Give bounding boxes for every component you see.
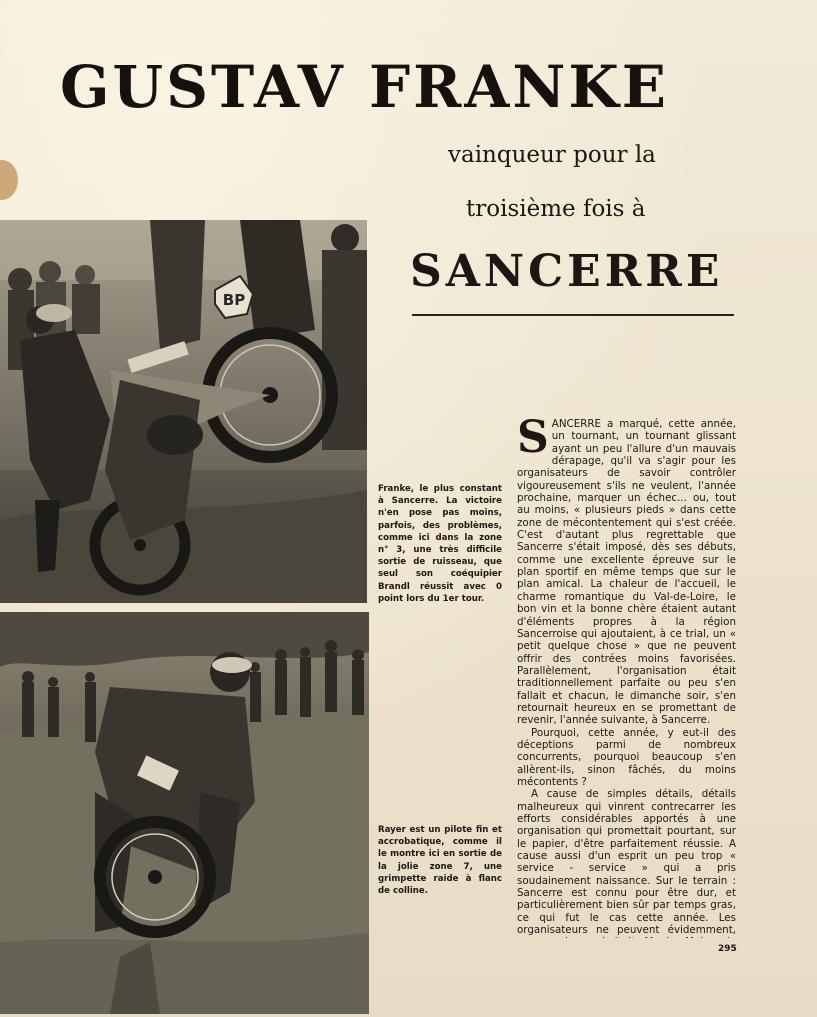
article-paragraph: A cause de simples détails, détails malheureux qui vinrent contrecarrer les efforts considérables apportés à une organisation qui promettait pourtant, sur le papier, d'être parfaitement réussie. A cause aussi d'un esprit un peu trop « service - service » qui a pris soudainement naissance. Sur le terrain : Sancerre est connu pour être dur, et particulièrement bien sûr par temps gras, ce qui fut le cas cette année. Les organisateurs ne peuvent évidemment, [517,788,736,937]
photo-rayer-image [0,612,369,1014]
photo-franke [0,220,367,603]
bp-sign-text: BP [222,291,246,309]
subtitle-line-2: troisième fois à [466,196,646,222]
article-paragraph [517,418,736,727]
photo-rayer [0,612,369,1014]
photo-franke-image [0,220,367,603]
subtitle-line-1: vainqueur pour la [448,142,656,168]
title-divider [412,314,734,316]
photo-franke-caption: Franke, le plus constant à Sancerre. La victoire n'en pose pas moins, parfois, des problèmes, comme ici dans la zone n° 3, une très difficile sortie de ruisseau, que seul son coéquipier Brandl réussit avec 0 point lors du 1er tour. [378,484,502,604]
drop-cap: S [517,418,549,463]
article-headline: GUSTAV FRANKE [60,53,669,121]
page-number: 295 [718,944,737,954]
subtitle-place: SANCERRE [410,246,724,297]
photo-rayer-caption: Rayer est un pilote fin et accrobatique, comme il le montre ici en sortie de la jolie zone 7, une grimpette raide à flanc de colline. [378,825,502,897]
article-paragraph-text: ANCERRE a marqué, cette année, un tournant, un tournant glissant ayant un peu l'allure d'un mauvais dérapage, qu'il va s'agir pour les organisateurs de savoir contrôler vigoureusement s'ils ne veulent, l'année prochaine, marquer un échec... ou, tout au moins, « plusieurs pieds » dans cette zone de mécontentement qui s'est créée. C'est d'autant plus regrettable que Sancerre s'était imposé, dès ses débuts, comme une excellente épreuve sur le plan sportif en même temps que sur le plan amical. La chaleur de l'accueil, le charme romantique du Val-de-Loire, le bon vin et la bonne chère étaient autant d'éléments propres à la région Sancerroise qui ajoutaient, à ce trial, un « petit quelque chose » que ne peuvent offrir des contrées moins favorisées. Parallèlement, l'organisation était traditionnellement parfaite ou peu s'en fallait et chacun, le dimanche soir, s'en retournait heureux en se promettant de revenir, l'année suivante, à Sancerre. [517,418,736,727]
article-paragraph: Pourquoi, cette année, y eut-il des déceptions parmi de nombreux concurrents, pourquoi beaucoup s'en allèrent-ils, sinon fâchés, du moins mécontents ? [517,726,736,788]
page-stain [0,160,18,200]
article-body [517,418,736,938]
